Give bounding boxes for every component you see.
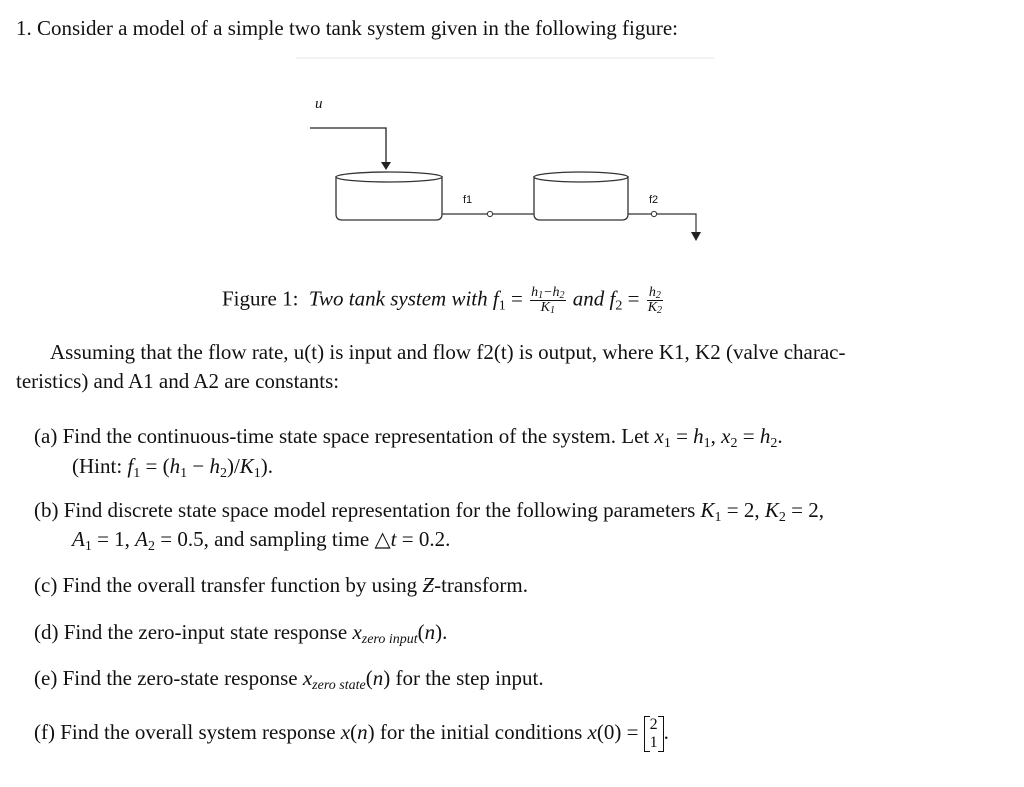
part-a-label: (a) [34, 424, 58, 448]
part-b-sampling: and sampling time [214, 527, 370, 551]
part-e-text: Find the zero-state response [62, 666, 298, 690]
part-d-text: Find the zero-input state response [63, 620, 348, 644]
two-tank-diagram [290, 56, 720, 256]
f1-fraction: $\frac{h_1-h_2}{K_1}$ [531, 285, 565, 316]
question-number: 1. [16, 16, 32, 40]
label-f2: f2 [649, 194, 659, 206]
caption-text: Two tank system with [308, 286, 488, 311]
question-intro: Consider a model of a simple two tank system given in the following figure: [37, 16, 678, 40]
question-heading [16, 16, 678, 41]
part-f-text: Find the overall system response [60, 719, 336, 744]
part-f-text-mid: for the initial conditions [379, 719, 583, 744]
part-a-line-1: (a) Find the continuous-time state space representation of the system. Let $x_1 = h_1$, $x_2 = h_2$. [34, 424, 783, 451]
part-e: (e) Find the zero-state response $x_{zero state}(n)$ for the step input. [34, 666, 544, 693]
input-arrow [381, 162, 391, 170]
part-c-label: (c) [34, 573, 58, 597]
figure-caption: Figure 1: Two tank system with $f_1$ = $\frac{h_1-h_2}{K_1}$ and $f_2$ = $\frac{h_2}{K_2}$ [222, 285, 663, 316]
tank-1-top [336, 172, 442, 182]
part-a-hint: (Hint: [72, 454, 123, 478]
part-f-label: (f) [34, 719, 55, 744]
assumption-line-1: Assuming that the flow rate, u(t) is input and flow f2(t) is output, where K1, K2 (valve charac- [50, 340, 846, 364]
initial-condition-2: 1 [649, 734, 658, 751]
valve-2 [651, 211, 656, 216]
tank-2-top [534, 172, 628, 182]
part-b-text: Find discrete state space model representation for the following parameters [63, 498, 696, 522]
part-b-line-1: (b) Find discrete state space model representation for the following parameters $K_1 = 2$, $K_2 = 2$, [34, 498, 824, 525]
part-c-text: Find the overall transfer function by using [62, 573, 418, 597]
part-b-line-2: $A_1 = 1$, $A_2 = 0.5$, and sampling time △t = 0.2. [72, 527, 451, 554]
label-f1: f1 [463, 194, 473, 206]
part-f: (f) Find the overall system response x(n) for the initial conditions x(0) = 2 1 . [34, 716, 669, 751]
initial-condition-1: 2 [649, 716, 658, 733]
valve-1 [487, 211, 492, 216]
part-a-text: Find the continuous-time state space representation of the system. Let [62, 424, 650, 448]
part-e-label: (e) [34, 666, 58, 690]
part-c: (c) Find the overall transfer function by using Ƶ-transform. [34, 573, 528, 597]
part-d-label: (d) [34, 620, 59, 644]
output-arrow [691, 232, 701, 241]
f2-fraction: $\frac{h_2}{K_2}$ [647, 285, 663, 316]
input-flow-line [310, 128, 386, 164]
initial-condition-vector [644, 716, 664, 752]
caption-prefix: Figure 1: [222, 286, 299, 311]
part-b-label: (b) [34, 498, 59, 522]
assumption-line-2: teristics) and A1 and A2 are constants: [16, 369, 340, 393]
part-e-text-after: for the step input. [395, 666, 544, 690]
part-d: (d) Find the zero-input state response $x_{zero input}(n)$. [34, 620, 448, 647]
part-a-line-2: (Hint: $f_1 = (h_1 - h_2)/K_1$). [72, 454, 274, 481]
outlet-pipe [628, 214, 696, 234]
label-u: u [315, 96, 323, 112]
